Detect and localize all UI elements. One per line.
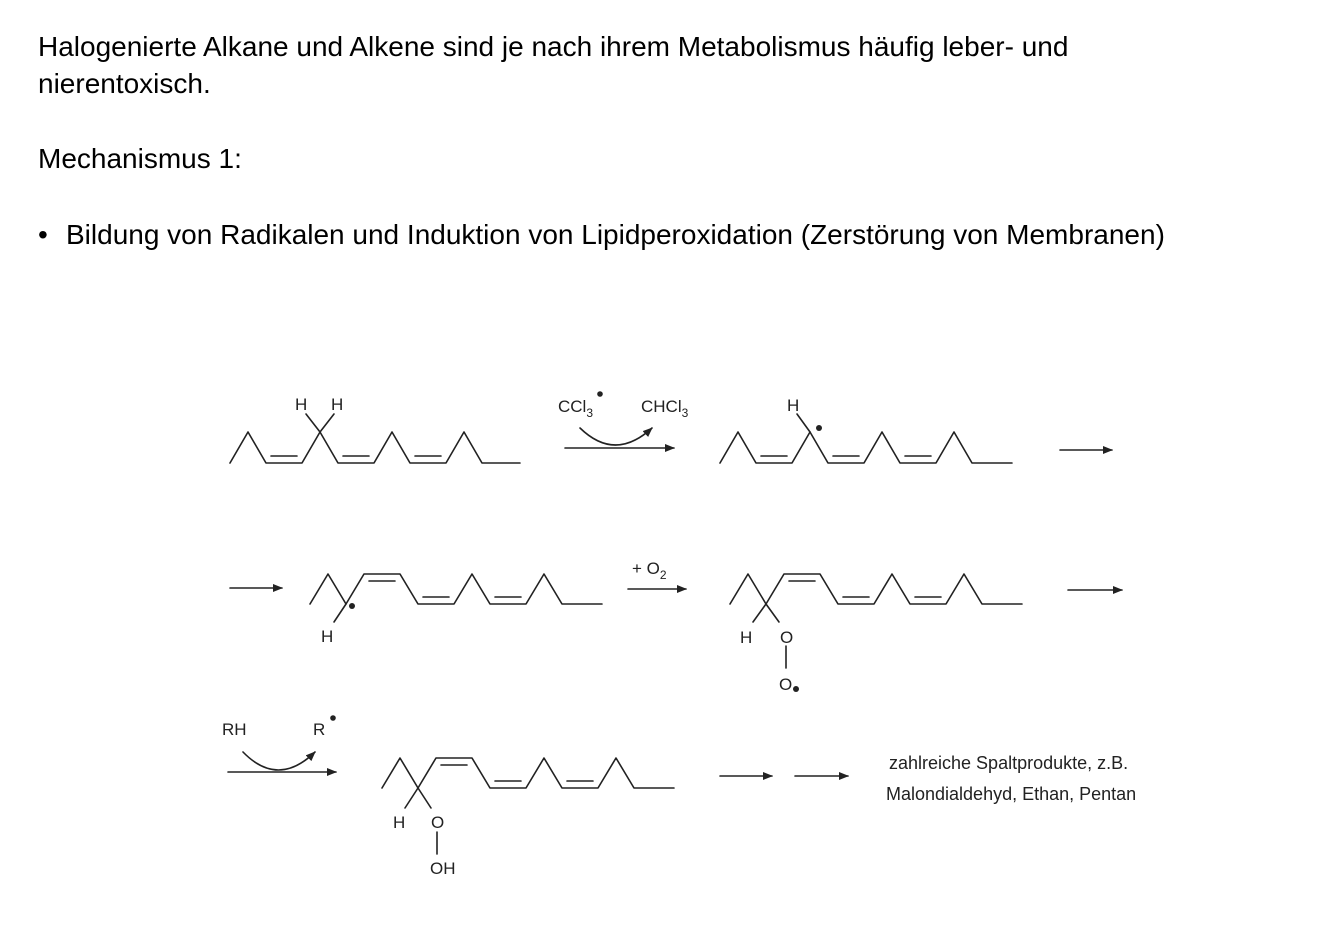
hydrogen-label: H	[321, 627, 334, 646]
hydrogen-donor-label: RH	[222, 720, 247, 739]
hydrogen-label: H	[331, 395, 344, 414]
lipid-radical-molecule	[720, 414, 1012, 463]
bullet-marker: •	[38, 219, 48, 250]
peroxyl-radical-molecule	[730, 574, 1022, 668]
radical-dot	[349, 603, 355, 609]
oxygen-atom-label: O	[779, 675, 793, 694]
cleavage-products-line-1: zahlreiche Spaltprodukte, z.B.	[889, 753, 1129, 773]
hydrogen-label: H	[393, 813, 406, 832]
hydrogen-label: H	[787, 396, 800, 415]
lipid-hydroperoxide-molecule	[382, 758, 674, 854]
radical-dot	[793, 686, 799, 692]
intro-line-2: nierentoxisch.	[38, 68, 211, 99]
hydrogen-label: H	[295, 395, 308, 414]
cleavage-products-line-2: Malondialdehyd, Ethan, Pentan	[886, 784, 1137, 804]
bullet-text: Bildung von Radikalen und Induktion von Lipidperoxidation (Zerstörung von Membranen)	[66, 219, 1165, 250]
hydrogen-transfer-step	[228, 752, 336, 772]
chloroform-label: CHCl$_3$	[641, 397, 689, 420]
radical-dot	[330, 715, 336, 721]
hydroxyl-label: OH	[430, 859, 456, 878]
trichloromethyl-radical-label: CCl$_3$	[558, 397, 594, 420]
radical-product-label: R	[313, 720, 326, 739]
hydrogen-label: H	[740, 628, 753, 647]
conjugated-radical-molecule	[310, 574, 602, 622]
fatty-acid-molecule	[230, 414, 520, 463]
intro-line-1: Halogenierte Alkane und Alkene sind je nach ihrem Metabolismus häufig leber- und	[38, 31, 1069, 62]
radical-dot	[816, 425, 822, 431]
oxygen-atom-label: O	[431, 813, 445, 832]
radical-dot	[597, 391, 603, 397]
mechanism-heading: Mechanismus 1:	[38, 143, 242, 174]
hydrogen-abstraction-step	[565, 428, 674, 448]
oxygen-reagent-label: + $O_2$	[632, 559, 667, 582]
oxygen-atom-label: O	[780, 628, 794, 647]
